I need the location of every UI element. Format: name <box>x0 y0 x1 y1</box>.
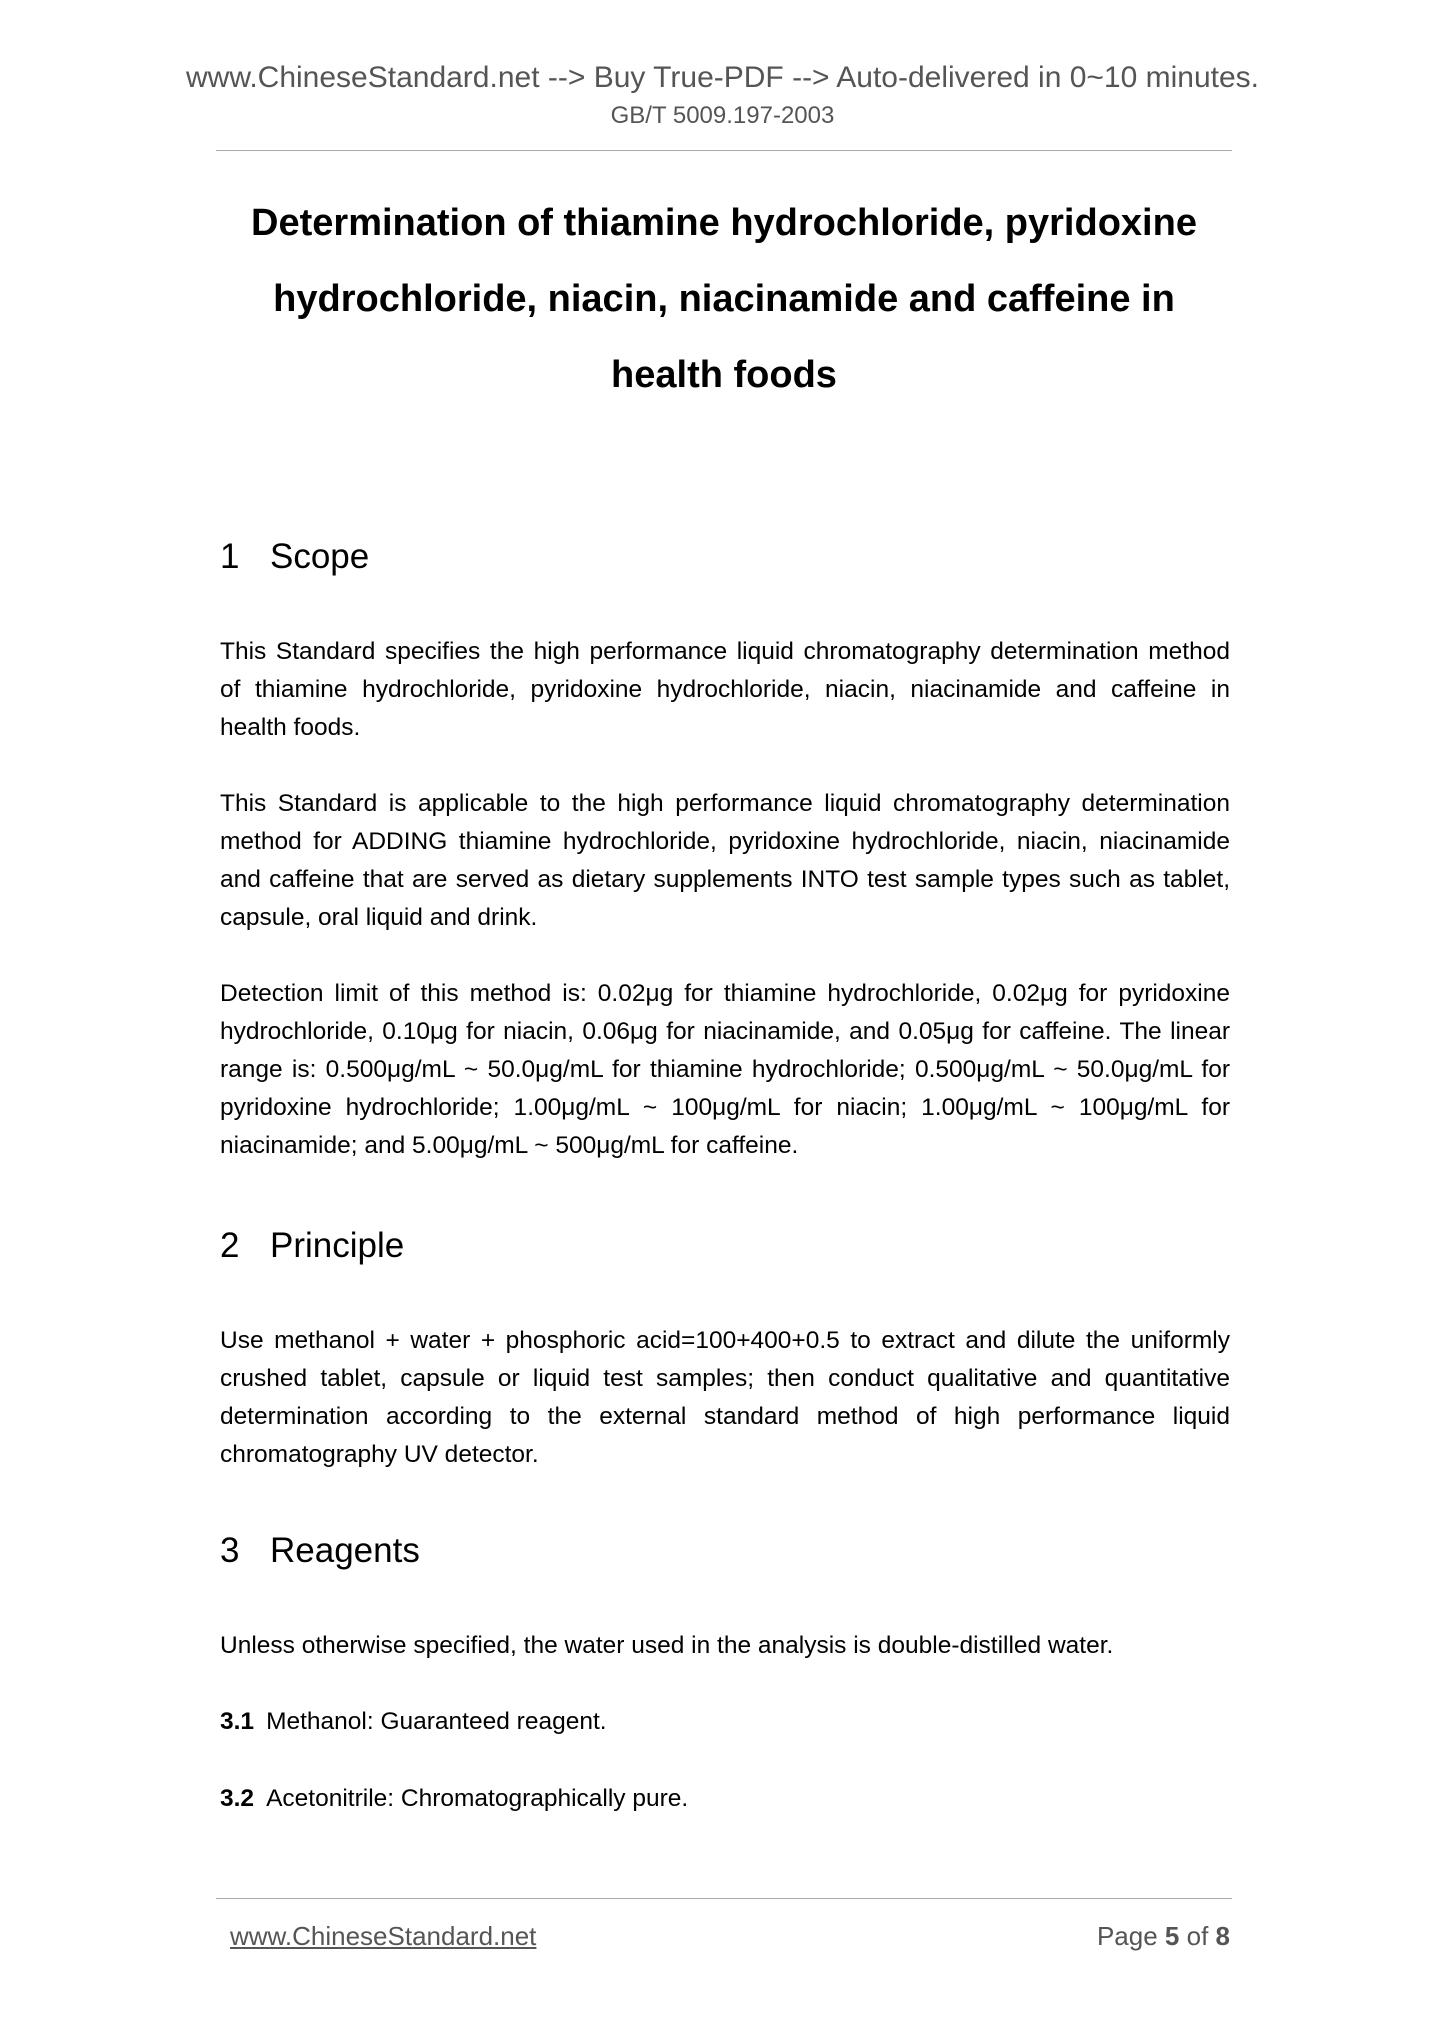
page-current: 5 <box>1164 1921 1180 1951</box>
scope-paragraph-1: This Standard specifies the high performance liquid chromatography determination method of thiamine hydrochloride, pyridoxine hydrochloride, niacin, niacinamide and caffeine in health foods. <box>220 638 1230 741</box>
clause-number: 3.1 <box>220 1708 255 1735</box>
scope-paragraph-3: Detection limit of this method is: 0.02μg for thiamine hydrochloride, 0.02μg for pyridoxine hydrochloride, 0.10μg for niacin, 0.06μg for niacinamide, and 0.05μg for caffeine. The linear range is: 0.500μg/mL ~ 50.0μg/mL for thiamine hydrochloride; 0.500μg/mL ~ 50.0μg/mL for pyridoxine hydrochloride; 1.00μg/mL ~ 100μg/mL for niacin; 1.00μg/mL ~ 100μg/mL for niacinamide; and 5.00μg/mL ~ 500μg/mL for caffeine. <box>220 980 1230 1159</box>
section-heading-principle <box>220 1224 404 1268</box>
page-of: of <box>1186 1921 1209 1951</box>
header-divider <box>216 150 1232 151</box>
reagent-item <box>220 1780 688 1818</box>
document-title: Determination of thiamine hydrochloride, pyridoxine hydrochloride, niacin, niacinamide and caffeine in health foods <box>251 202 1197 396</box>
reagents-intro: Unless otherwise specified, the water used in the analysis is double-distilled water. <box>220 1632 1114 1659</box>
reagent-item <box>220 1703 607 1741</box>
section-heading-reagents <box>220 1529 420 1573</box>
footer-divider <box>216 1898 1232 1899</box>
section-heading-scope <box>220 535 369 579</box>
section-number: 1 <box>220 537 240 576</box>
page-prefix: Page <box>1096 1921 1158 1951</box>
clause-number: 3.2 <box>220 1785 255 1812</box>
page-number <box>1097 1918 1230 1954</box>
section-title: Principle <box>270 1226 405 1265</box>
page-total: 8 <box>1215 1921 1230 1951</box>
section-title: Scope <box>270 537 370 576</box>
standard-code: GB/T 5009.197-2003 <box>610 102 835 129</box>
section-number: 3 <box>220 1531 240 1570</box>
section-number: 2 <box>220 1226 240 1265</box>
header-banner: www.ChineseStandard.net --> Buy True-PDF --> Auto-delivered in 0~10 minutes. <box>185 61 1260 94</box>
clause-text: Methanol: Guaranteed reagent. <box>266 1708 607 1735</box>
footer-website-link[interactable]: www.ChineseStandard.net <box>230 1921 537 1951</box>
principle-paragraph: Use methanol + water + phosphoric acid=100+400+0.5 to extract and dilute the uniformly crushed tablet, capsule or liquid test samples; then conduct qualitative and quantitative determination according to the external standard method of high performance liquid chromatography UV detector. <box>220 1327 1230 1468</box>
clause-text: Acetonitrile: Chromatographically pure. <box>266 1785 689 1812</box>
scope-paragraph-2: This Standard is applicable to the high performance liquid chromatography determination method for ADDING thiamine hydrochloride, pyridoxine hydrochloride, niacin, niacinamide and caffeine that are served as dietary supplements INTO test sample types such as tablet, capsule, oral liquid and drink. <box>220 790 1230 931</box>
section-title: Reagents <box>270 1531 420 1570</box>
